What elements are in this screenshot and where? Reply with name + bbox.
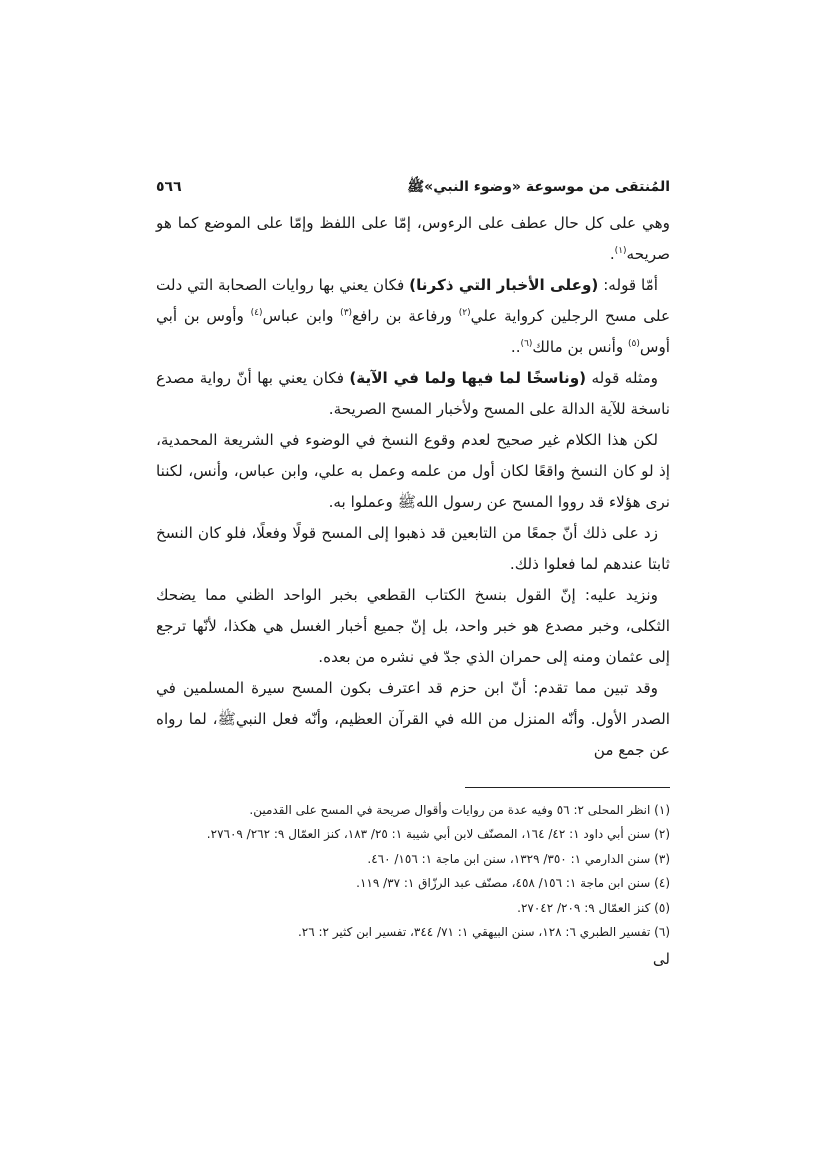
end-mark: لى	[652, 950, 670, 969]
paragraph	[156, 363, 670, 425]
quoted-phrase: (وعلى الأخبار التي ذكرنا)	[409, 276, 599, 294]
paragraph	[156, 208, 670, 270]
text-run: لكن هذا الكلام غير صحيح لعدم وقوع النسخ في الوضوء في الشريعة المحمدية، إذ لو كان النسخ واقعًا لكان أول من علمه وعمل به علي، وابن عباس، وأنس، لكننا نرى هؤلاء قد رووا المسح عن رسول الله‌ﷺ وعملوا به.	[156, 431, 670, 511]
running-header	[156, 178, 670, 208]
text-run: وابن عباس	[262, 307, 341, 325]
footnote-ref: (٢)	[458, 307, 471, 318]
footnote-ref: (٣)	[340, 307, 353, 318]
text-run: وأوس بن أبي أوس	[156, 307, 670, 356]
text-run: ومثله قوله	[586, 369, 658, 387]
footnote: (٢) سنن أبي داود ١: ٤٢/ ١٦٤، المصنّف لابن أبي شيبة ١: ٢٥/ ١٨٣، كنز العمّال ٩: ٢٦٢/ ٢٧٦٠٩.	[206, 827, 670, 842]
footnote: (٣) سنن الدارمي ١: ٣٥٠/ ١٣٢٩، سنن ابن ماجة ١: ١٥٦/ ٤٦٠.	[367, 851, 670, 866]
footnote: (٤) سنن ابن ماجة ١: ١٥٦/ ٤٥٨، مصنّف عبد الرزّاق ١: ٣٧/ ١١٩.	[356, 876, 670, 891]
book-page	[156, 178, 670, 968]
footnote-ref: (٦)	[520, 338, 533, 349]
footnote: (١) انظر المحلى ٢: ٥٦ وفيه عدة من روايات وأقوال صريحة في المسح على القدمين.	[249, 803, 670, 817]
footnote-ref: (١)	[614, 245, 627, 256]
text-run: فكان يعني بها أنّ رواية مصدع ناسخة للآية الدالة على المسح ولأخبار المسح الصريحة.	[156, 369, 670, 418]
text-run: .	[609, 245, 615, 263]
footnote-ref: (٥)	[628, 338, 640, 349]
text-run: ..	[510, 338, 521, 356]
text-run: ورفاعة بن رافع	[352, 307, 459, 325]
paragraph	[156, 270, 670, 363]
text-run: وأنس بن مالك	[532, 338, 629, 356]
quoted-phrase: (وناسخًا لما فيها ولما في الآية)	[349, 369, 587, 387]
text-run: أمّا قوله:	[598, 276, 658, 294]
paragraph	[156, 518, 670, 580]
running-title: المُنتقى من موسوعة «وضوء النبي»ﷺ	[407, 179, 670, 195]
paragraph	[156, 580, 670, 673]
footnote-ref: (٤)	[250, 307, 263, 318]
paragraph	[156, 425, 670, 518]
text-run: ونزيد عليه: إنّ القول بنسخ الكتاب القطعي بخبر الواحد الظني مما يضحك الثكلى، وخبر مصدع هو خبر واحد، بل إنّ جميع أخبار الغسل هي هكذا، لأنّها ترجع إلى عثمان ومنه إلى حمران الذي جدّ في نشره من بعده.	[156, 586, 670, 666]
text-run: زد على ذلك أنّ جمعًا من التابعين قد ذهبوا إلى المسح قولًا وفعلًا، فلو كان النسخ ثابتا عندهم لما فعلوا ذلك.	[156, 524, 670, 573]
footnote-separator	[465, 787, 670, 788]
paragraph	[156, 673, 670, 766]
footnote: (٥) كنز العمّال ٩: ٢٠٩/ ٢٧٠٤٢.	[517, 900, 670, 915]
text-run: وهي على كل حال عطف على الرءوس، إمّا على اللفظ وإمّا على الموضع كما هو صريحه	[156, 214, 670, 263]
page-number: ٥٦٦	[156, 179, 182, 195]
text-run: وقد تبين مما تقدم: أنّ ابن حزم قد اعترف بكون المسح سيرة المسلمين في الصدر الأول. وأنّه المنزل من الله في القرآن العظيم، وأنّه فعل النبيﷺ، لما رواه عن جمع من	[156, 679, 670, 759]
main-text	[156, 208, 670, 766]
footnotes	[156, 798, 670, 944]
text-run: فكان يعني بها روايات الصحابة التي دلت على مسح الرجلين كرواية علي	[156, 276, 671, 325]
footnote: (٦) تفسير الطبري ٦: ١٢٨، سنن البيهقي ١: ٧١/ ٣٤٤، تفسير ابن كثير ٢: ٢٦.	[297, 925, 670, 940]
